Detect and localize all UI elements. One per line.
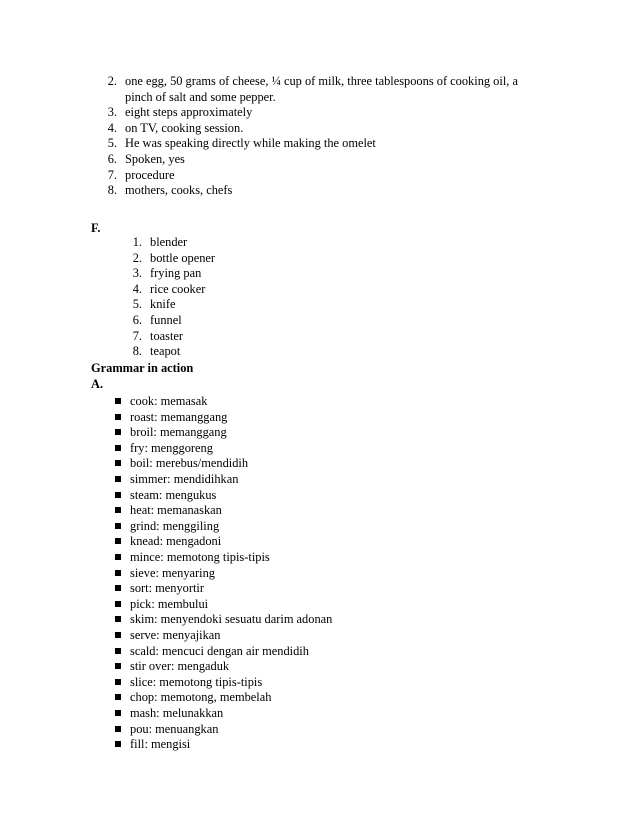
list-number: 3. bbox=[107, 105, 117, 120]
list-item bbox=[115, 706, 535, 722]
list-item bbox=[115, 690, 535, 706]
list-text: knead: mengadoni bbox=[130, 534, 222, 549]
list-text: serve: menyajikan bbox=[130, 628, 221, 642]
list-item bbox=[99, 121, 579, 137]
list-text: procedure bbox=[125, 167, 175, 182]
list-text: mince: memotong tipis-tipis bbox=[130, 550, 270, 564]
list-text: scald: mencuci dengan air mendidih bbox=[130, 643, 309, 658]
list-number: 6. bbox=[107, 152, 117, 166]
list-text: teapot bbox=[150, 344, 181, 359]
section-f-heading: F. bbox=[91, 221, 101, 235]
list-text: knife bbox=[150, 297, 176, 312]
list-text: cook: memasak bbox=[130, 394, 208, 408]
list-item bbox=[115, 488, 535, 504]
list-number: 4. bbox=[132, 281, 142, 296]
list-item bbox=[115, 410, 535, 426]
list-item bbox=[99, 136, 579, 152]
list-item bbox=[115, 644, 535, 660]
list-item bbox=[115, 722, 535, 738]
list-item bbox=[115, 581, 535, 597]
list-text: frying pan bbox=[150, 266, 202, 281]
list-item bbox=[124, 344, 424, 360]
grammar-heading: Grammar in action bbox=[91, 361, 194, 375]
square-bullet-icon bbox=[115, 679, 121, 685]
square-bullet-icon bbox=[115, 616, 121, 622]
grammar-subheading: A. bbox=[91, 377, 104, 391]
list-text: Spoken, yes bbox=[125, 152, 185, 166]
list-item bbox=[115, 659, 535, 675]
list-item bbox=[115, 534, 535, 550]
list-text: pinch of salt and some pepper. bbox=[125, 89, 276, 104]
list-number: 7. bbox=[132, 328, 142, 343]
square-bullet-icon bbox=[115, 476, 121, 482]
list-text: stir over: mengaduk bbox=[130, 659, 230, 674]
list-number: 8. bbox=[107, 183, 117, 198]
square-bullet-icon bbox=[115, 694, 121, 700]
square-bullet-icon bbox=[115, 523, 121, 529]
list-item bbox=[115, 425, 535, 441]
list-item bbox=[99, 152, 579, 168]
list-text: blender bbox=[150, 235, 188, 249]
list-number: 4. bbox=[107, 120, 117, 135]
list-item bbox=[99, 105, 579, 121]
list-text: funnel bbox=[150, 313, 182, 327]
square-bullet-icon bbox=[115, 570, 121, 576]
list-number: 6. bbox=[132, 313, 142, 327]
list-text: sieve: menyaring bbox=[130, 565, 215, 580]
square-bullet-icon bbox=[115, 632, 121, 638]
list-text: mash: melunakkan bbox=[130, 706, 224, 720]
list-text: pick: membului bbox=[130, 596, 209, 611]
square-bullet-icon bbox=[115, 429, 121, 435]
list-item bbox=[115, 628, 535, 644]
list-item bbox=[115, 566, 535, 582]
list-number: 5. bbox=[132, 297, 142, 312]
list-item bbox=[115, 612, 535, 628]
square-bullet-icon bbox=[115, 492, 121, 498]
list-text: heat: memanaskan bbox=[130, 503, 222, 518]
list-item bbox=[115, 737, 535, 753]
list-text: eight steps approximately bbox=[125, 105, 253, 120]
square-bullet-icon bbox=[115, 741, 121, 747]
square-bullet-icon bbox=[115, 710, 121, 716]
square-bullet-icon bbox=[115, 507, 121, 513]
list-item bbox=[124, 235, 424, 251]
list-text: skim: menyendoki sesuatu darim adonan bbox=[130, 612, 333, 627]
square-bullet-icon bbox=[115, 663, 121, 669]
list-item bbox=[99, 74, 579, 105]
list-number: 5. bbox=[107, 136, 117, 151]
list-text: toaster bbox=[150, 328, 184, 343]
list-item bbox=[99, 168, 579, 184]
list-text: fill: mengisi bbox=[130, 737, 191, 752]
square-bullet-icon bbox=[115, 726, 121, 732]
list-text: sort: menyortir bbox=[130, 581, 204, 596]
list-item bbox=[115, 394, 535, 410]
list-item bbox=[99, 183, 579, 199]
square-bullet-icon bbox=[115, 601, 121, 607]
list-number: 1. bbox=[132, 235, 142, 249]
list-number: 8. bbox=[132, 344, 142, 359]
list-text: mothers, cooks, chefs bbox=[125, 183, 233, 198]
list-text: one egg, 50 grams of cheese, ¼ cup of milk, three tablespoons of cooking oil, a bbox=[125, 74, 518, 88]
list-text: He was speaking directly while making the omelet bbox=[125, 136, 376, 151]
list-number: 7. bbox=[107, 167, 117, 182]
list-item bbox=[115, 456, 535, 472]
list-number: 3. bbox=[132, 266, 142, 281]
list-item bbox=[115, 441, 535, 457]
list-item bbox=[124, 282, 424, 298]
list-item bbox=[115, 550, 535, 566]
square-bullet-icon bbox=[115, 585, 121, 591]
list-item bbox=[115, 675, 535, 691]
square-bullet-icon bbox=[115, 538, 121, 544]
list-item bbox=[124, 266, 424, 282]
list-item bbox=[124, 313, 424, 329]
list-item bbox=[124, 251, 424, 267]
square-bullet-icon bbox=[115, 445, 121, 451]
list-text: on TV, cooking session. bbox=[125, 120, 244, 135]
list-item bbox=[115, 472, 535, 488]
list-item bbox=[124, 297, 424, 313]
list-item bbox=[115, 597, 535, 613]
list-text: broil: memanggang bbox=[130, 425, 227, 440]
list-text: bottle opener bbox=[150, 250, 216, 265]
list-item bbox=[115, 503, 535, 519]
list-item bbox=[124, 329, 424, 345]
list-item bbox=[115, 519, 535, 535]
list-number: 2. bbox=[132, 250, 142, 265]
list-text: rice cooker bbox=[150, 281, 206, 296]
list-text: steam: mengukus bbox=[130, 487, 217, 502]
list-text: boil: merebus/mendidih bbox=[130, 456, 249, 471]
square-bullet-icon bbox=[115, 398, 121, 404]
list-text: fry: menggoreng bbox=[130, 440, 213, 455]
list-text: slice: memotong tipis-tipis bbox=[130, 674, 263, 689]
square-bullet-icon bbox=[115, 554, 121, 560]
list-text: simmer: mendidihkan bbox=[130, 472, 239, 486]
list-text: chop: memotong, membelah bbox=[130, 690, 272, 705]
list-text: grind: menggiling bbox=[130, 518, 220, 533]
list-text: roast: memanggang bbox=[130, 409, 228, 424]
square-bullet-icon bbox=[115, 414, 121, 420]
list-text: pou: menuangkan bbox=[130, 721, 219, 736]
square-bullet-icon bbox=[115, 648, 121, 654]
list-number: 2. bbox=[107, 74, 117, 88]
square-bullet-icon bbox=[115, 460, 121, 466]
